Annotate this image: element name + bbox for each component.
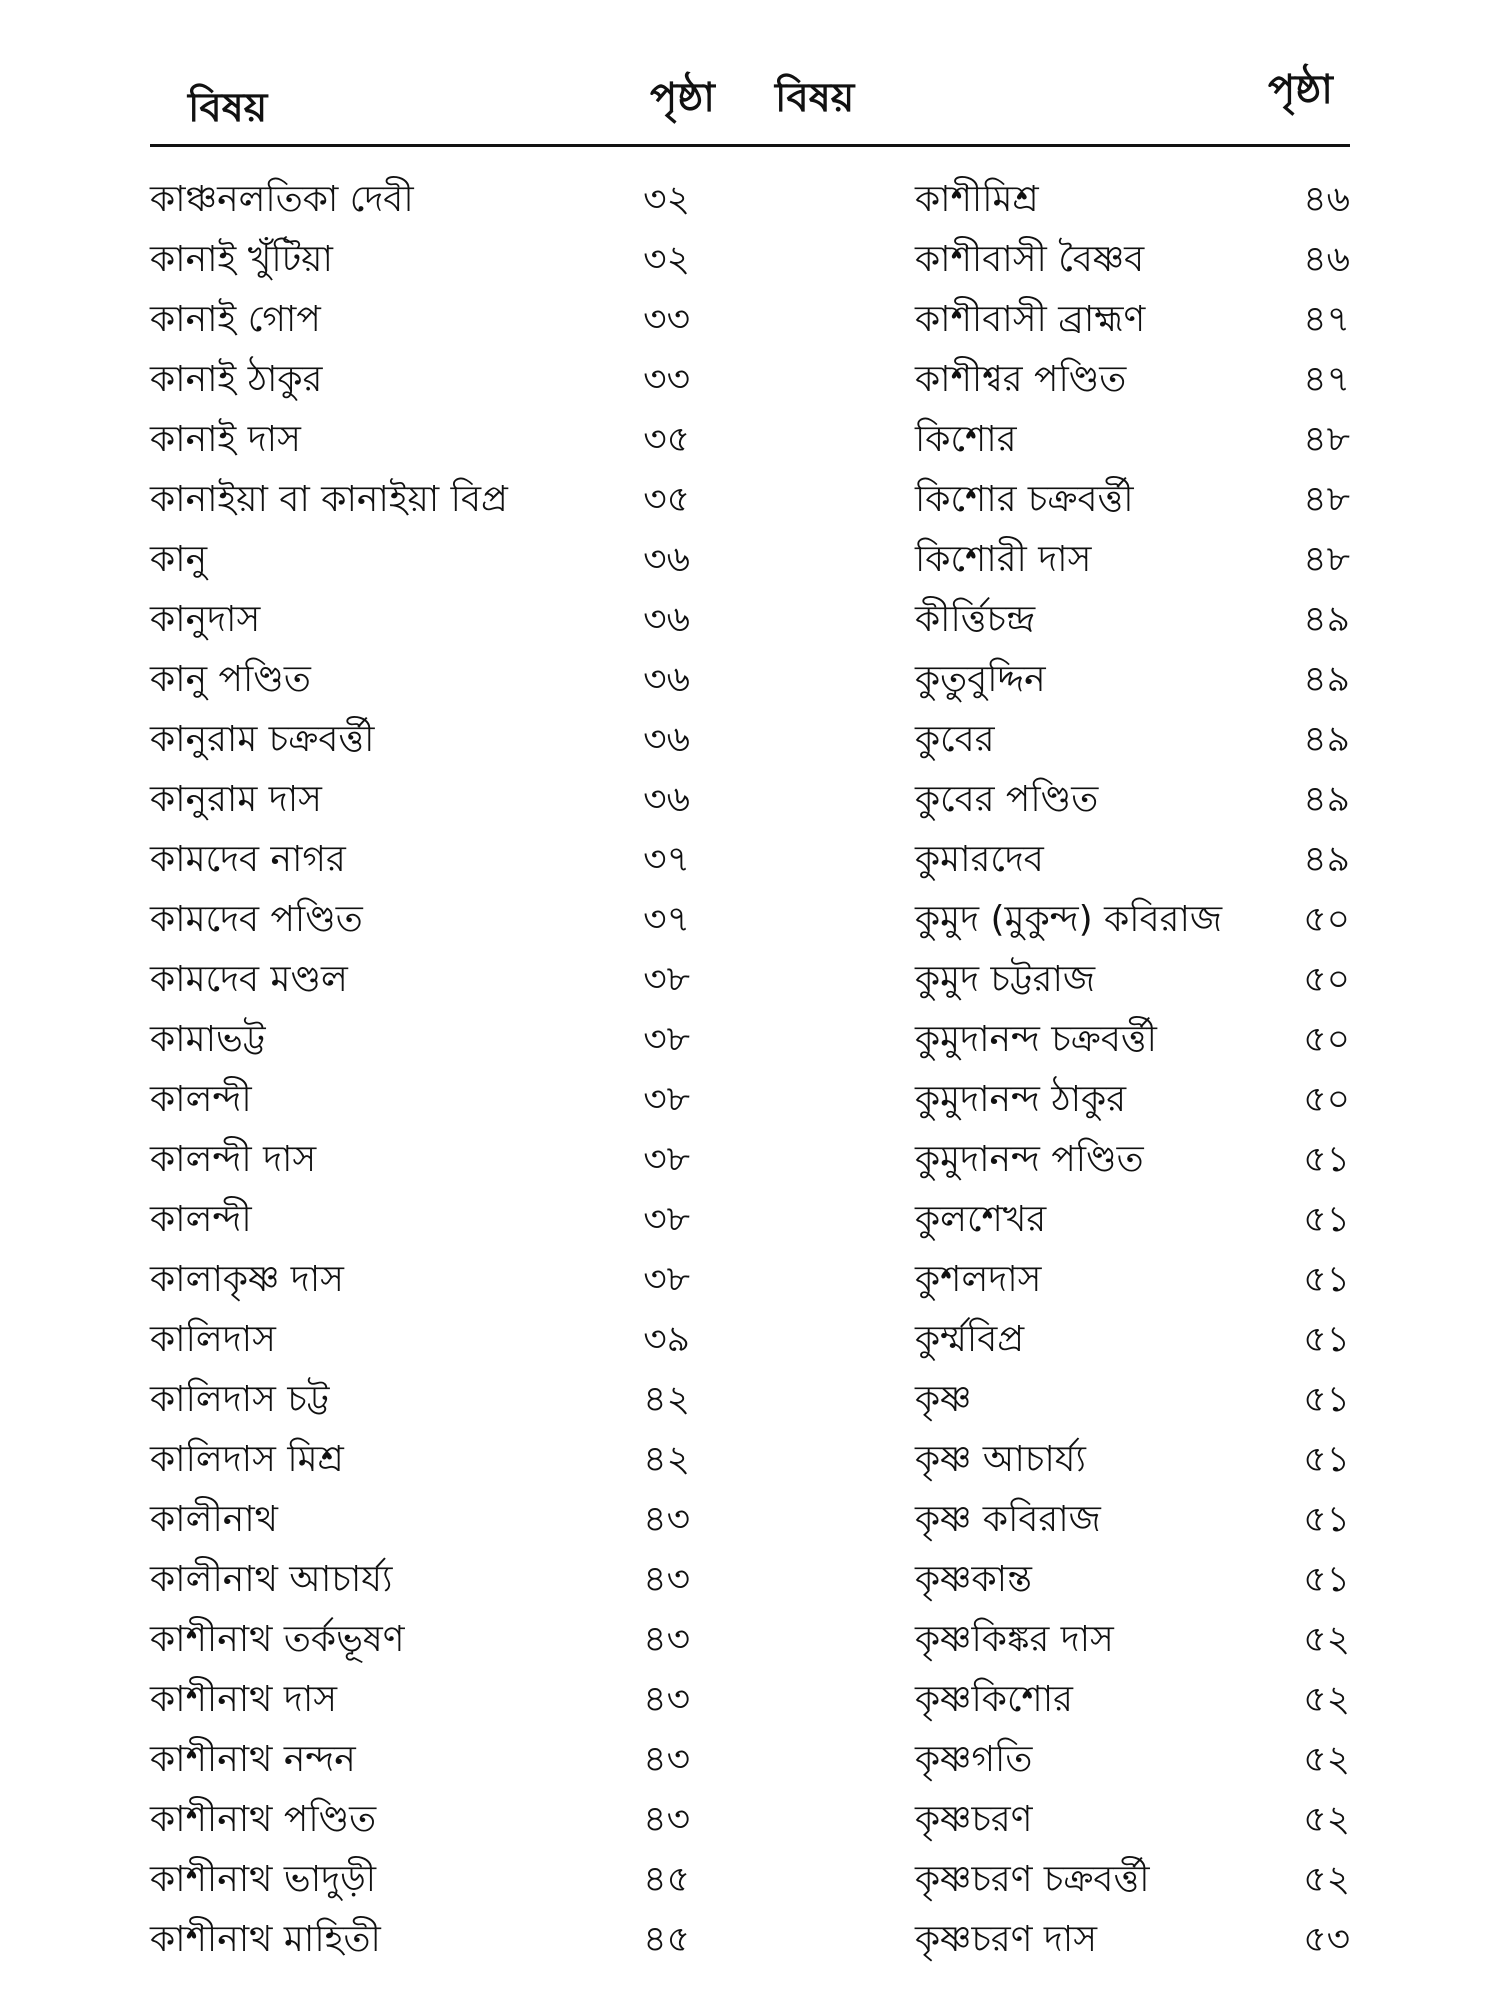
entry-page-number: ৩৯ [643,1319,690,1360]
entry-subject: কালীনাথ আচার্য্য [150,1559,393,1600]
entry-subject: কুমুদানন্দ চক্রবর্ত্তী [915,1019,1157,1060]
entry-page-number: ৩৮ [643,959,690,1000]
entry-page-number: ৩৭ [643,899,690,940]
index-entry [150,1130,750,1190]
index-entry [150,590,750,650]
index-entry [750,1010,1350,1070]
entry-page-number: ৪৮ [1303,479,1350,520]
index-entry [150,1850,750,1910]
entry-page-number: ৪৬ [1303,179,1350,220]
index-entry [150,890,750,950]
index-entry [750,710,1350,770]
index-entry [750,290,1350,350]
entry-page-number: ৪২ [643,1379,690,1420]
entry-subject: কুমুদ (মুকুন্দ) কবিরাজ [915,899,1223,940]
entry-subject: কানাইয়া বা কানাইয়া বিপ্র [150,479,508,520]
entry-subject: কানুদাস [150,599,261,640]
entry-page-number: ৫১ [1303,1439,1350,1480]
entry-page-number: ৫১ [1303,1139,1350,1180]
index-entry [750,170,1350,230]
index-entry [150,290,750,350]
index-entry [750,1250,1350,1310]
index-entry [750,1850,1350,1910]
index-entry [150,170,750,230]
entry-page-number: ৫০ [1303,899,1350,940]
index-entry [150,770,750,830]
index-entry [750,1370,1350,1430]
entry-page-number: ৩৮ [643,1139,690,1180]
entry-page-number: ৫১ [1303,1259,1350,1300]
index-entry [150,950,750,1010]
entry-page-number: ৫২ [1303,1619,1350,1660]
header-divider [150,144,1350,147]
subject-header-right: বিষয় [775,75,855,121]
index-entry [150,1610,750,1670]
entry-subject: কৃষ্ণকান্ত [915,1559,1032,1600]
entry-page-number: ৪৫ [643,1859,690,1900]
entry-subject: কালিদাস চট্ট [150,1379,330,1420]
index-entry [750,530,1350,590]
entry-subject: কাশীবাসী ব্রাহ্মণ [915,299,1146,340]
index-entry [150,410,750,470]
entry-page-number: ৩৮ [643,1019,690,1060]
entry-subject: কানু [150,539,208,580]
entry-subject: কিশোর চক্রবর্ত্তী [915,479,1134,520]
index-entry [150,470,750,530]
index-entry [750,890,1350,950]
index-entry [150,1670,750,1730]
entry-subject: কাঞ্চনলতিকা দেবী [150,179,414,220]
entry-subject: কুমুদ চট্টরাজ [915,959,1096,1000]
index-entry [150,1490,750,1550]
right-column [750,170,1350,1970]
entry-page-number: ৪৭ [1303,359,1350,400]
entry-page-number: ৫০ [1303,1019,1350,1060]
index-entry [750,410,1350,470]
entry-subject: কাশীনাথ নন্দন [150,1739,356,1780]
entry-page-number: ৪৯ [1303,779,1350,820]
entry-subject: কীর্ত্তিচন্দ্র [915,599,1036,640]
entry-subject: কালন্দী [150,1199,252,1240]
index-entry [750,230,1350,290]
entry-subject: কাশীবাসী বৈষ্ণব [915,239,1145,280]
index-entry [150,1370,750,1430]
index-entry [750,470,1350,530]
entry-subject: কামদেব পণ্ডিত [150,899,363,940]
entry-page-number: ৩২ [643,179,690,220]
index-entry [750,1670,1350,1730]
index-columns [150,170,1350,1970]
entry-page-number: ৩৫ [643,479,690,520]
index-entry [750,770,1350,830]
entry-subject: কুবের [915,719,995,760]
entry-page-number: ৪৯ [1303,719,1350,760]
entry-subject: কৃষ্ণচরণ চক্রবর্ত্তী [915,1859,1150,1900]
entry-page-number: ৪৯ [1303,659,1350,700]
index-entry [750,1550,1350,1610]
entry-page-number: ৪৮ [1303,539,1350,580]
entry-page-number: ৫০ [1303,1079,1350,1120]
entry-page-number: ৩৮ [643,1259,690,1300]
index-entry [750,1310,1350,1370]
entry-subject: কৃষ্ণ [915,1379,972,1420]
entry-subject: কাশীনাথ ভাদুড়ী [150,1859,377,1900]
index-header [150,62,1350,148]
entry-page-number: ৪৩ [643,1619,690,1660]
entry-page-number: ৪৮ [1303,419,1350,460]
entry-page-number: ৫৩ [1303,1919,1350,1960]
index-entry [150,1310,750,1370]
index-entry [150,650,750,710]
index-entry [150,530,750,590]
left-column [150,170,750,1970]
entry-subject: কানাই ঠাকুর [150,359,323,400]
index-entry [150,1910,750,1970]
index-entry [150,710,750,770]
index-entry [750,1790,1350,1850]
entry-page-number: ৫১ [1303,1559,1350,1600]
entry-subject: কুলশেখর [915,1199,1047,1240]
entry-subject: কাশীনাথ দাস [150,1679,338,1720]
entry-subject: কুমুদানন্দ ঠাকুর [915,1079,1127,1120]
entry-subject: কানুরাম দাস [150,779,322,820]
entry-page-number: ৪৬ [1303,239,1350,280]
entry-page-number: ৪২ [643,1439,690,1480]
entry-subject: কালাকৃষ্ণ দাস [150,1259,344,1300]
entry-subject: কামাভট্ট [150,1019,266,1060]
index-entry [150,1190,750,1250]
page-header-right: পৃষ্ঠা [1268,67,1333,113]
entry-subject: কাশীশ্বর পণ্ডিত [915,359,1127,400]
entry-subject: কালন্দী [150,1079,252,1120]
entry-subject: কুমারদেব [915,839,1044,880]
entry-page-number: ৩২ [643,239,690,280]
entry-page-number: ৩৫ [643,419,690,460]
entry-subject: কৃষ্ণচরণ [915,1799,1033,1840]
entry-subject: কুবের পণ্ডিত [915,779,1099,820]
index-entry [750,350,1350,410]
entry-subject: কৃষ্ণগতি [915,1739,1033,1780]
entry-page-number: ৫১ [1303,1499,1350,1540]
entry-subject: কৃষ্ণচরণ দাস [915,1919,1098,1960]
entry-page-number: ৫২ [1303,1859,1350,1900]
entry-subject: কাশীনাথ তর্কভূষণ [150,1619,405,1660]
entry-subject: কুমুদানন্দ পণ্ডিত [915,1139,1144,1180]
entry-page-number: ৫১ [1303,1379,1350,1420]
entry-subject: কানাই দাস [150,419,301,460]
entry-page-number: ৫১ [1303,1319,1350,1360]
index-entry [750,1610,1350,1670]
entry-subject: কুর্ম্মবিপ্র [915,1319,1025,1360]
entry-subject: কিশোর [915,419,1017,460]
entry-page-number: ৩৬ [643,599,690,640]
entry-page-number: ৪৯ [1303,839,1350,880]
entry-subject: কাশীনাথ পণ্ডিত [150,1799,377,1840]
entry-subject: কামদেব নাগর [150,839,346,880]
index-entry [750,1190,1350,1250]
entry-subject: কাশীমিশ্র [915,179,1039,220]
entry-page-number: ৫২ [1303,1679,1350,1720]
entry-page-number: ৪৩ [643,1679,690,1720]
entry-page-number: ৩৮ [643,1199,690,1240]
entry-subject: কালিদাস [150,1319,276,1360]
page-header-left: পৃষ্ঠা [650,75,715,121]
entry-subject: কামদেব মণ্ডল [150,959,348,1000]
entry-page-number: ৩৬ [643,659,690,700]
index-entry [150,1010,750,1070]
entry-subject: কানাই গোপ [150,299,321,340]
subject-header-left: বিষয় [188,85,268,131]
entry-page-number: ৪৯ [1303,599,1350,640]
entry-page-number: ৫১ [1303,1199,1350,1240]
index-entry [150,1730,750,1790]
entry-subject: কৃষ্ণকিশোর [915,1679,1073,1720]
index-entry [150,1430,750,1490]
index-entry [750,950,1350,1010]
index-entry [750,590,1350,650]
index-entry [150,830,750,890]
index-entry [150,230,750,290]
index-entry [750,1490,1350,1550]
index-entry [750,1130,1350,1190]
entry-subject: কালিদাস মিশ্র [150,1439,344,1480]
entry-subject: কানু পণ্ডিত [150,659,311,700]
entry-page-number: ৪৩ [643,1499,690,1540]
entry-page-number: ৩৩ [643,359,690,400]
entry-page-number: ৪৩ [643,1799,690,1840]
entry-subject: কানাই খুঁটিয়া [150,239,333,280]
entry-page-number: ৩৩ [643,299,690,340]
index-entry [150,1070,750,1130]
entry-page-number: ৩৬ [643,719,690,760]
entry-subject: কৃষ্ণ কবিরাজ [915,1499,1101,1540]
entry-page-number: ৩৬ [643,779,690,820]
entry-subject: কৃষ্ণকিঙ্কর দাস [915,1619,1114,1660]
entry-page-number: ৫২ [1303,1799,1350,1840]
entry-subject: কৃষ্ণ আচার্য্য [915,1439,1086,1480]
index-entry [750,830,1350,890]
entry-page-number: ৪৩ [643,1739,690,1780]
index-entry [750,650,1350,710]
index-entry [750,1730,1350,1790]
entry-subject: কুতুবুদ্দিন [915,659,1046,700]
entry-subject: কাশীনাথ মাহিতী [150,1919,381,1960]
index-entry [750,1910,1350,1970]
index-entry [150,1790,750,1850]
entry-subject: কুশলদাস [915,1259,1042,1300]
entry-page-number: ৫০ [1303,959,1350,1000]
entry-subject: কালন্দী দাস [150,1139,317,1180]
index-entry [150,350,750,410]
entry-page-number: ৪৩ [643,1559,690,1600]
index-entry [150,1550,750,1610]
index-entry [750,1070,1350,1130]
entry-subject: কিশোরী দাস [915,539,1092,580]
index-entry [750,1430,1350,1490]
entry-page-number: ৪৫ [643,1919,690,1960]
entry-page-number: ৫২ [1303,1739,1350,1780]
index-entry [150,1250,750,1310]
entry-page-number: ৪৭ [1303,299,1350,340]
entry-page-number: ৩৮ [643,1079,690,1120]
entry-subject: কানুরাম চক্রবর্ত্তী [150,719,375,760]
entry-subject: কালীনাথ [150,1499,278,1540]
entry-page-number: ৩৭ [643,839,690,880]
entry-page-number: ৩৬ [643,539,690,580]
